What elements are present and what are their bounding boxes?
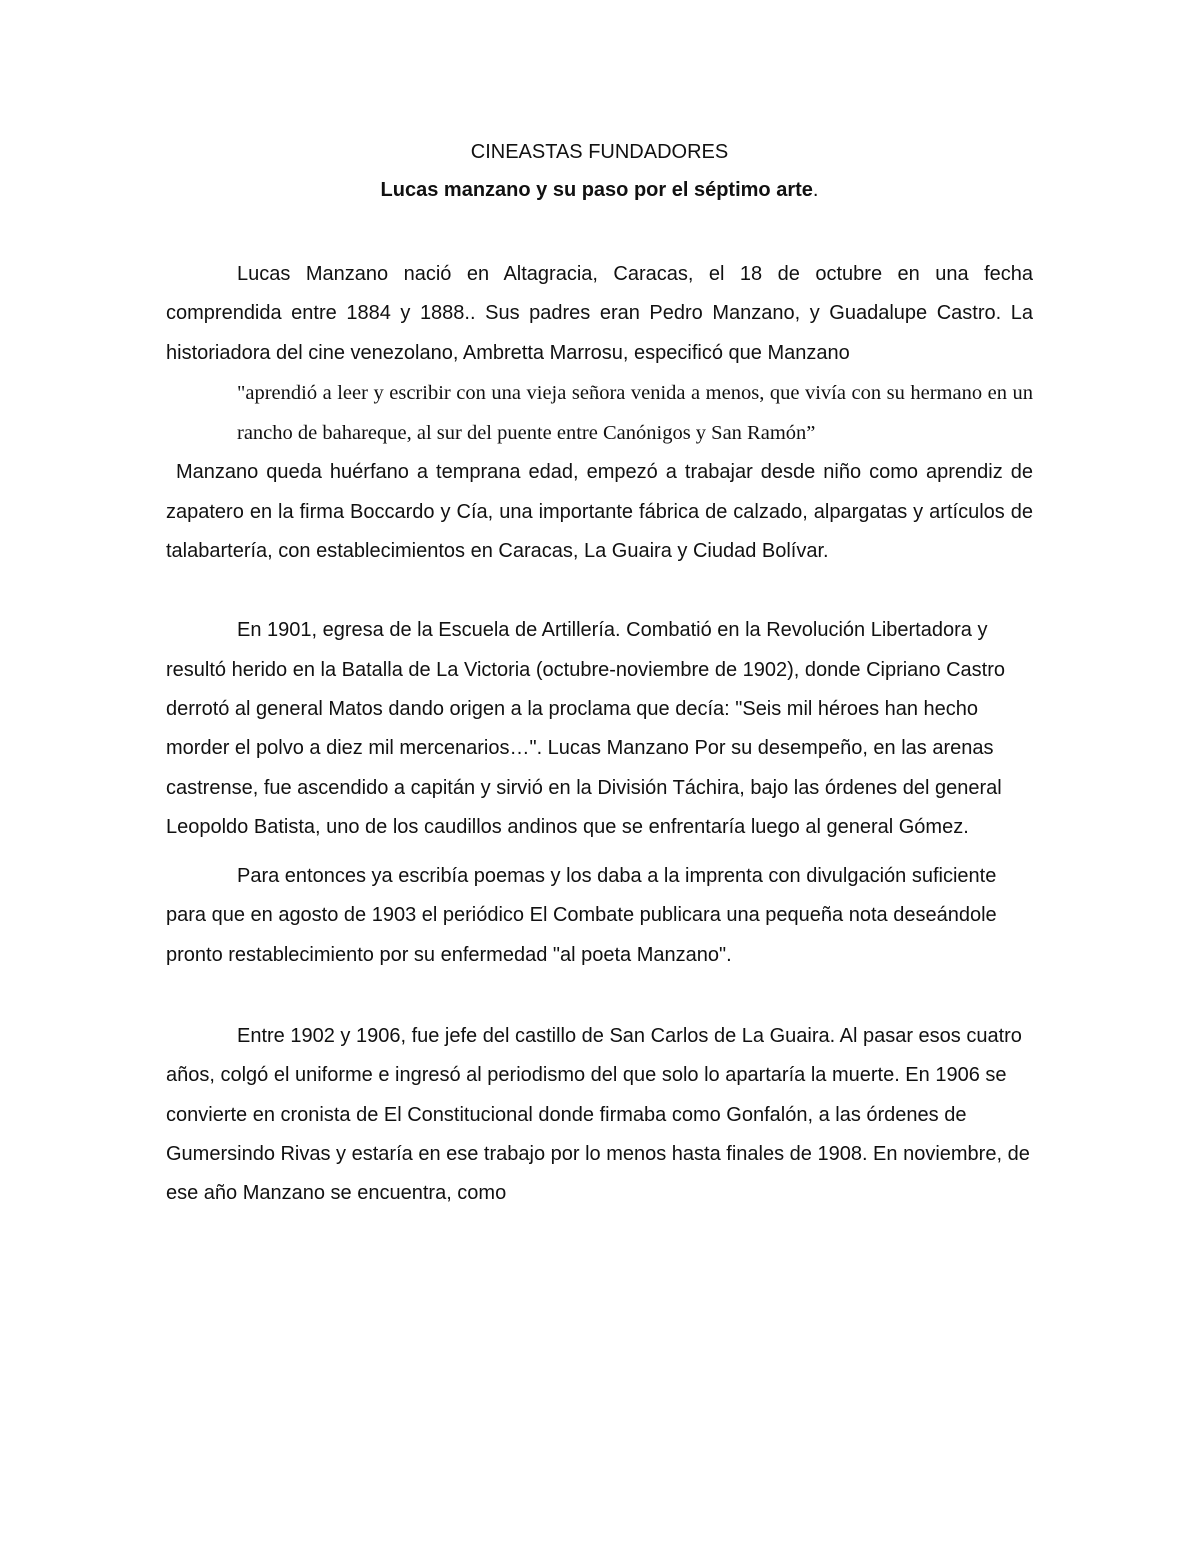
- block-quote: "aprendió a leer y escribir con una vieja señora venida a menos, que vivía con su hermano en un rancho de bahareque, al sur del puente entre Canónigos y San Ramón”: [237, 381, 1033, 445]
- document-subtitle: [166, 171, 1033, 209]
- paragraph-birth: Lucas Manzano nació en Altagracia, Caracas, el 18 de octubre en una fecha comprendida entre 1884 y 1888.. Sus padres eran Pedro Manzano, y Guadalupe Castro. La historiadora del cine venezolano, Ambretta Marrosu, especificó que Manzano: [166, 263, 1033, 364]
- paragraph-gap: [166, 571, 1033, 611]
- paragraph-poetry: Para entonces ya escribía poemas y los daba a la imprenta con divulgación suficiente para que en agosto de 1903 el periódico El Combate publicara una pequeña nota deseándole pronto restablecimiento por su enfermedad "al poeta Manzano".: [166, 865, 997, 966]
- document-title: CINEASTAS FUNDADORES: [470, 141, 729, 163]
- paragraph-gap: [166, 847, 1033, 857]
- paragraph-journalism: Entre 1902 y 1906, fue jefe del castillo de San Carlos de La Guaira. Al pasar esos cuatro años, colgó el uniforme e ingresó al periodismo del que solo lo apartaría la muerte. En 1906 se convierte en cronista de El Constitucional donde firmaba como Gonfalón, a las órdenes de Gumersindo Rivas y estaría en ese trabajo por lo menos hasta finales de 1908. En noviembre, de ese año Manzano se encuentra, como: [166, 1025, 1030, 1205]
- paragraph-gap: [166, 975, 1033, 1017]
- paragraph-military: En 1901, egresa de la Escuela de Artillería. Combatió en la Revolución Libertadora y resultó herido en la Batalla de La Victoria (octubre-noviembre de 1902), donde Cipriano Castro derrotó al general Matos dando origen a la proclama que decía: "Seis mil héroes han hecho morder el polvo a diez mil mercenarios…". Lucas Manzano Por su desempeño, en las arenas castrense, fue ascendido a capitán y sirvió en la División Táchira, bajo las órdenes del general Leopoldo Batista, uno de los caudillos andinos que se enfrentaría luego al general Gómez.: [166, 619, 1006, 838]
- paragraph-gap: [166, 209, 1033, 255]
- document-subtitle-end: .: [812, 179, 819, 201]
- document-subtitle-text: Lucas manzano y su paso por el séptimo arte: [380, 179, 813, 201]
- document-body: [166, 133, 1033, 1214]
- paragraph-childhood: Manzano queda huérfano a temprana edad, empezó a trabajar desde niño como aprendiz de zapatero en la firma Boccardo y Cía, una importante fábrica de calzado, alpargatas y artículos de talabartería, con establecimientos en Caracas, La Guaira y Ciudad Bolívar.: [166, 461, 1033, 563]
